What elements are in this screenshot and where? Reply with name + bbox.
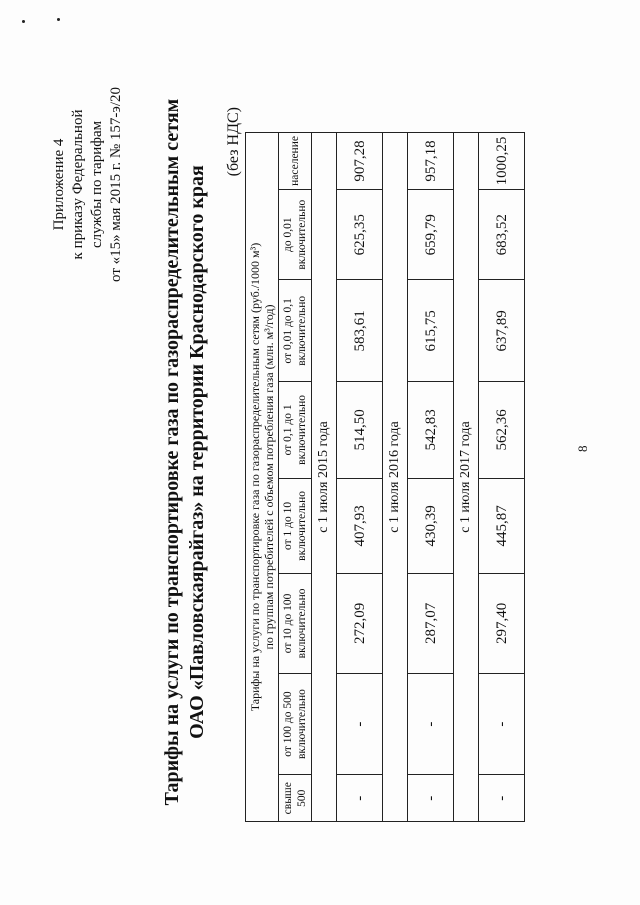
table-caption [246, 133, 279, 822]
column-header-row [279, 133, 312, 822]
table-cell: - [479, 673, 525, 775]
table-cell: 562,36 [479, 382, 525, 478]
scan-speck [57, 18, 60, 21]
appendix-block [50, 87, 126, 282]
page-number: 8 [575, 445, 590, 452]
table-cell: 659,79 [408, 189, 454, 280]
appendix-line: от «15» мая 2015 г. № 157-э/20 [108, 87, 124, 282]
table-cell: 637,89 [479, 280, 525, 382]
table-cell: 683,52 [479, 189, 525, 280]
document-title [160, 27, 210, 877]
table-cell: 625,35 [337, 189, 383, 280]
column-header: до 0,01 включительно [279, 189, 312, 280]
table-cell: - [337, 673, 383, 775]
period-row [312, 133, 337, 822]
period-row [454, 133, 479, 822]
column-header: население [279, 133, 312, 190]
table-cell: - [479, 775, 525, 822]
column-header: свыше 500 [279, 775, 312, 822]
table-cell: 297,40 [479, 574, 525, 674]
period-row [383, 133, 408, 822]
table-cell: 1000,25 [479, 133, 525, 190]
table-cell: 542,83 [408, 382, 454, 478]
caption-line: Тарифы на услуги по транспортировке газа по газораспределительным сетям (руб./1000 м³) [248, 242, 262, 712]
period-label: с 1 июля 2016 года [383, 133, 408, 822]
column-header: от 10 до 100 включительно [279, 574, 312, 674]
appendix-line: Приложение 4 [51, 138, 67, 231]
title-line: ОАО «Павловскаярайгаз» на территории Краснодарского края [186, 165, 208, 739]
column-header: от 0,01 до 0,1 включительно [279, 280, 312, 382]
vat-note: (без НДС) [225, 107, 242, 177]
tariff-table [245, 132, 525, 822]
table-cell: 907,28 [337, 133, 383, 190]
table-cell: 430,39 [408, 478, 454, 573]
column-header: от 1 до 10 включительно [279, 478, 312, 573]
table-cell: 287,07 [408, 574, 454, 674]
table-cell: - [408, 775, 454, 822]
column-header: от 100 до 500 включительно [279, 673, 312, 775]
caption-line: по группам потребителей с объемом потребления газа (млн. м³/год) [262, 304, 276, 650]
table-cell: 407,93 [337, 478, 383, 573]
title-line: Тарифы на услуги по транспортировке газа по газораспределительным сетям [161, 98, 183, 806]
table-row [408, 133, 454, 822]
table-cell: - [337, 775, 383, 822]
period-label: с 1 июля 2017 года [454, 133, 479, 822]
rotated-content [40, 27, 600, 877]
table-cell: 615,75 [408, 280, 454, 382]
scan-speck [22, 20, 25, 23]
table-row [337, 133, 383, 822]
table-cell: - [408, 673, 454, 775]
table-cell: 272,09 [337, 574, 383, 674]
table-row [479, 133, 525, 822]
table-cell: 583,61 [337, 280, 383, 382]
table-cell: 957,18 [408, 133, 454, 190]
table-cell: 445,87 [479, 478, 525, 573]
table-cell: 514,50 [337, 382, 383, 478]
appendix-line: к приказу Федеральной [70, 109, 86, 260]
appendix-line: службы по тарифам [89, 120, 105, 249]
period-label: с 1 июля 2015 года [312, 133, 337, 822]
column-header: от 0,1 до 1 включительно [279, 382, 312, 478]
